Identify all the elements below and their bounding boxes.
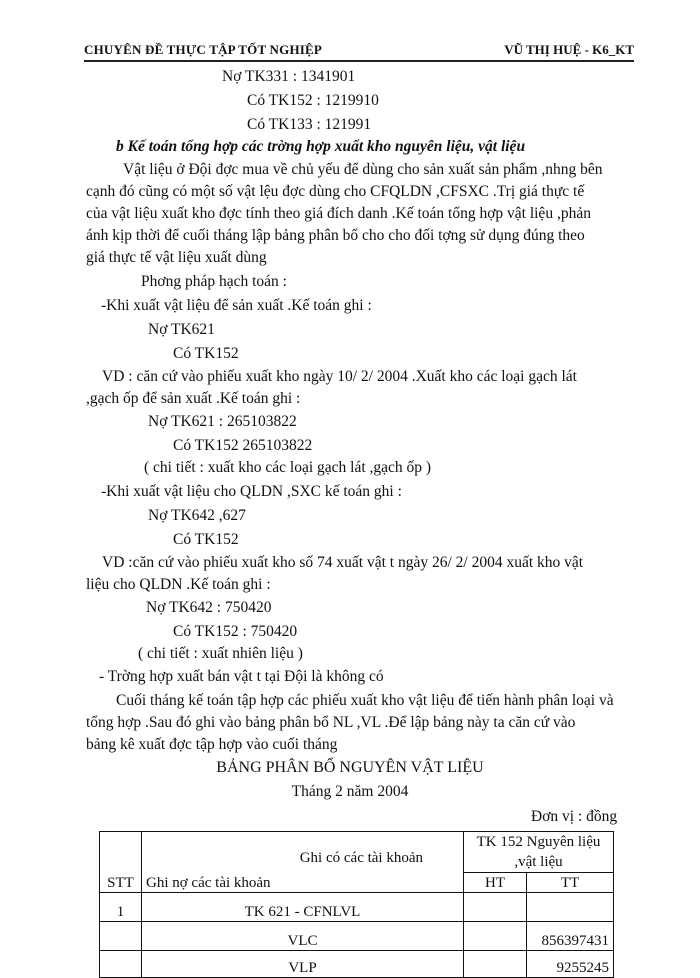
- cell-ht: [464, 922, 527, 951]
- header-title: CHUYÊN ĐỀ THỰC TẬP TỐT NGHIỆP: [84, 42, 323, 57]
- text-line: liệu cho QLDN .Kế toán ghi :: [86, 576, 271, 593]
- cell-tt: 856397431: [527, 922, 614, 951]
- table-header-tk152: TK 152 Nguyên liệu ,vật liệu: [464, 832, 614, 873]
- cell-account: VLC: [142, 922, 464, 951]
- text-line: ánh kịp thời để cuối tháng lập bảng phân bổ cho cho đối tợng sử dụng đúng theo: [86, 227, 585, 244]
- table-header-tt: TT: [527, 873, 614, 893]
- text-line: Có TK152: [173, 345, 239, 362]
- cell-tt: [527, 893, 614, 922]
- cell-stt: [100, 951, 142, 978]
- header-ghi-co: Ghi có các tài khoản: [299, 850, 423, 866]
- text-line: Phơng pháp hạch toán :: [141, 273, 287, 290]
- allocation-table: [99, 831, 614, 978]
- text-line: Có TK152: [173, 531, 239, 548]
- text-line: bảng kê xuất đợc tập hợp vào cuối tháng: [86, 736, 338, 753]
- text-line: VD :căn cứ vào phiếu xuất kho số 74 xuất vật t ngày 26/ 2/ 2004 xuất kho vật: [102, 554, 584, 571]
- unit-label: Đơn vị : đồng: [531, 808, 618, 825]
- table-row: [100, 951, 614, 978]
- text-line: Nợ TK642 ,627: [148, 507, 246, 524]
- table-header-stt: STT: [100, 832, 142, 893]
- text-line: VD : căn cứ vào phiếu xuất kho ngày 10/ 2/ 2004 .Xuất kho các loại gạch lát: [102, 368, 577, 385]
- text-line: ( chi tiết : xuất kho các loại gạch lát ,gạch ốp ): [144, 459, 432, 476]
- text-line: của vật liệu xuất kho đợc tính theo giá đích danh .Kế toán tổng hợp vật liệu ,phản: [86, 205, 591, 222]
- table-header-ht: HT: [464, 873, 527, 893]
- cell-tt: 9255245: [527, 951, 614, 978]
- table-subtitle: Tháng 2 năm 2004: [291, 783, 409, 800]
- page-header: [84, 38, 634, 62]
- text-line: -Khi xuất vật liệu để sản xuất .Kế toán ghi :: [101, 297, 372, 314]
- text-line: ( chi tiết : xuất nhiên liệu ): [138, 645, 303, 662]
- text-line: Nợ TK621: [148, 321, 215, 338]
- text-line: Có TK152 265103822: [173, 437, 313, 454]
- text-line: ,gạch ốp để sản xuất .Kế toán ghi :: [86, 390, 301, 407]
- table-title: BẢNG PHÂN BỔ NGUYÊN VẬT LIỆU: [216, 759, 484, 776]
- text-line: Có TK152 : 1219910: [247, 92, 379, 109]
- cell-stt: [100, 922, 142, 951]
- text-line: Vật liệu ở Đội đợc mua về chủ yếu để dùng cho sản xuất sản phẩm ,nhng bên: [123, 161, 603, 178]
- text-line: Nợ TK621 : 265103822: [148, 413, 297, 430]
- text-line: cạnh đó cũng có một số vật lệu đợc dùng cho CFQLDN ,CFSXC .Trị giá thực tế: [86, 183, 585, 200]
- cell-account: VLP: [142, 951, 464, 978]
- text-line: Cuối tháng kế toán tập hợp các phiếu xuất kho vật liệu để tiến hành phân loại và: [116, 692, 614, 709]
- cell-account: TK 621 - CFNLVL: [142, 893, 464, 922]
- text-line: giá thực tế vật liệu xuất dùng: [86, 249, 267, 266]
- table-row: [100, 893, 614, 922]
- text-line: tổng hợp .Sau đó ghi vào bảng phân bổ NL ,VL .Để lập bảng này ta căn cứ vào: [86, 714, 576, 731]
- text-line: Nợ TK642 : 750420: [146, 599, 272, 616]
- text-line: Nợ TK331 : 1341901: [222, 68, 356, 85]
- text-line: -Khi xuất vật liệu cho QLDN ,SXC kế toán ghi :: [101, 483, 402, 500]
- header-ghi-no: Ghi nợ các tài khoản: [146, 875, 271, 891]
- cell-ht: [464, 951, 527, 978]
- cell-stt: 1: [100, 893, 142, 922]
- table-header-accounts: [142, 832, 464, 893]
- header-author: VŨ THỊ HUỆ - K6_KT: [504, 42, 634, 57]
- text-line: - Trờng hợp xuất bán vật t tại Đội là không có: [99, 668, 384, 685]
- text-line: Có TK133 : 121991: [247, 116, 372, 133]
- text-line: Có TK152 : 750420: [173, 623, 298, 640]
- cell-ht: [464, 893, 527, 922]
- table-row: [100, 922, 614, 951]
- section-heading: b Kế toán tổng hợp các trờng hợp xuất kho nguyên liệu, vật liệu: [116, 138, 526, 155]
